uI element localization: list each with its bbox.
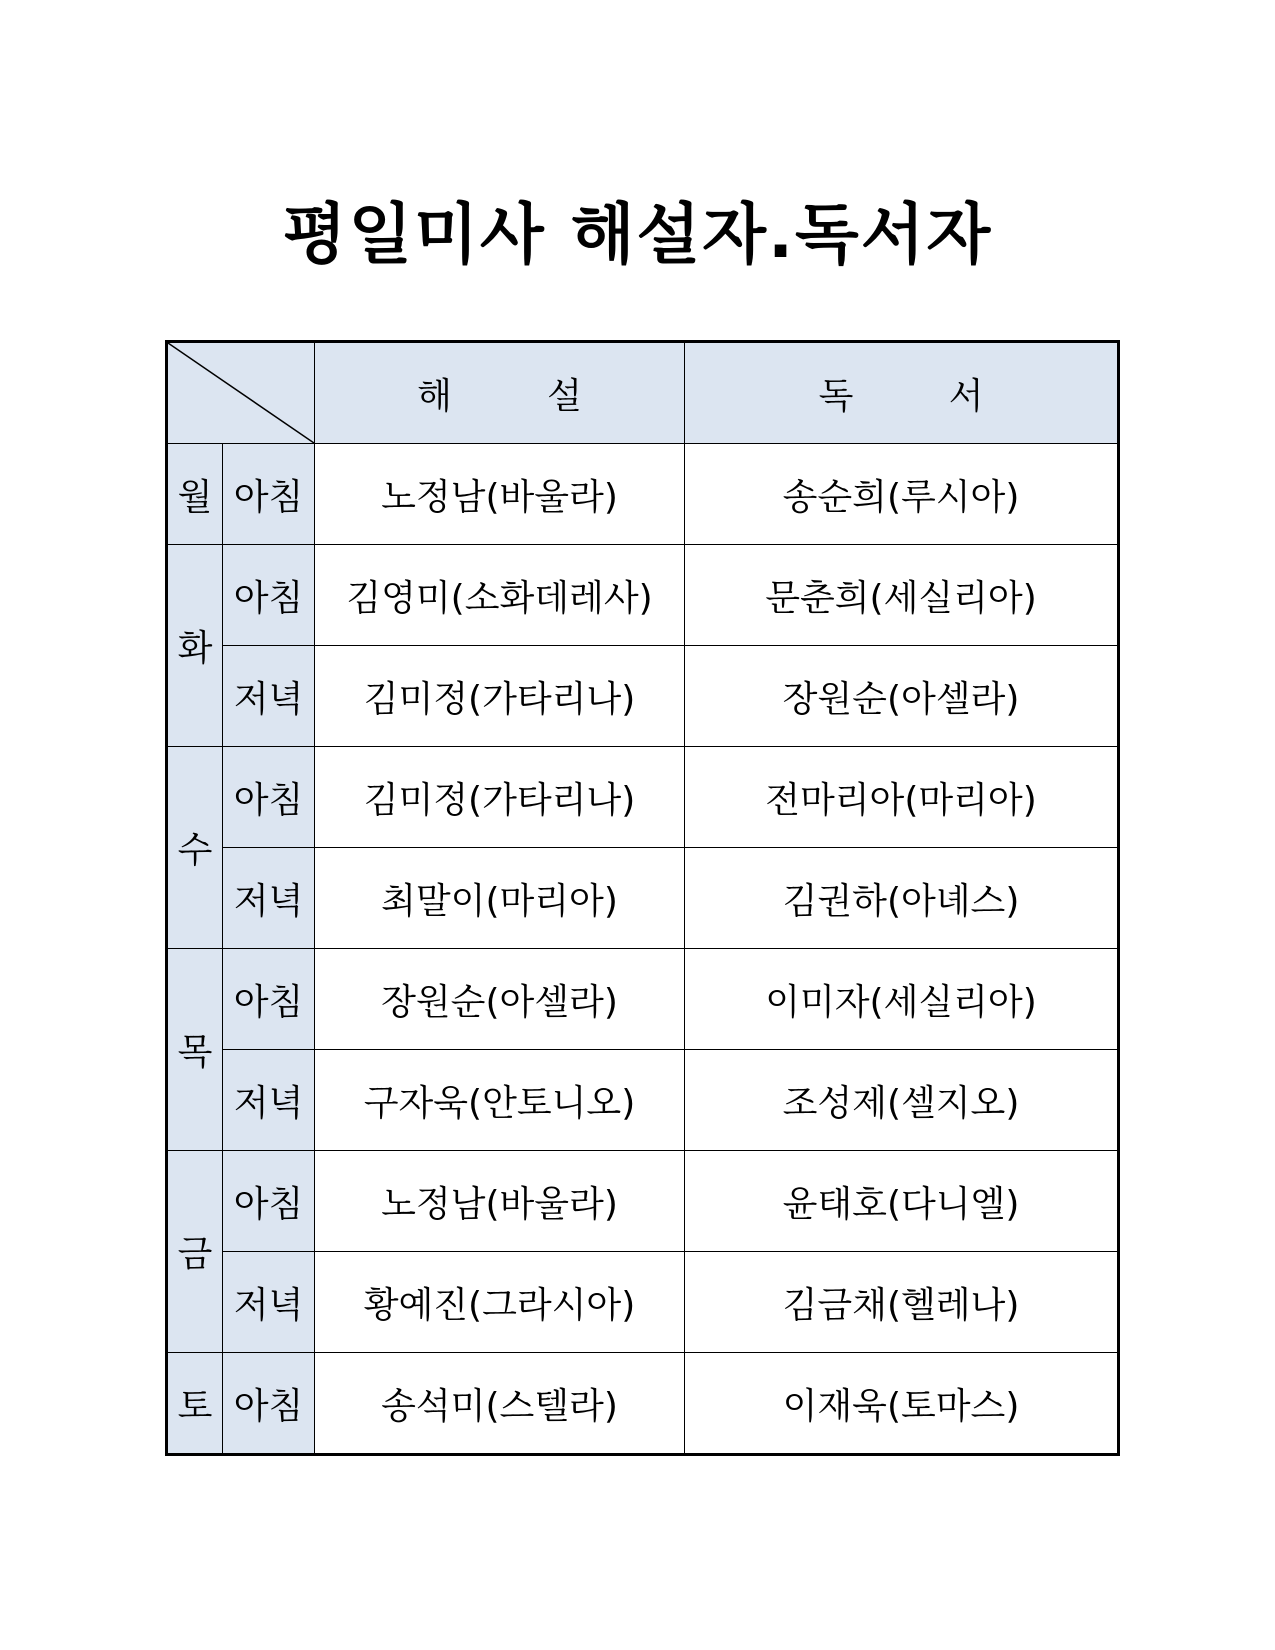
schedule-row [167,848,1119,949]
reader-cell: 윤태호(다니엘) [685,1151,1119,1252]
schedule-row [167,444,1119,545]
schedule-row [167,1151,1119,1252]
time-cell: 아침 [223,747,315,848]
day-cell: 월 [167,444,223,545]
header-row [167,342,1119,444]
reader-cell: 장원순(아셀라) [685,646,1119,747]
commentator-cell: 김미정(가타리나) [315,747,685,848]
reader-cell: 송순희(루시아) [685,444,1119,545]
day-cell: 수 [167,747,223,949]
commentator-cell: 구자욱(안토니오) [315,1050,685,1151]
commentary-header-char: 해 [417,375,452,417]
time-cell: 저녁 [223,1252,315,1353]
schedule-row [167,949,1119,1050]
schedule-row [167,1353,1119,1455]
commentator-cell: 노정남(바울라) [315,1151,685,1252]
diagonal-line [168,343,314,443]
reader-cell: 김금채(헬레나) [685,1252,1119,1353]
reader-cell: 전마리아(마리아) [685,747,1119,848]
time-cell: 저녁 [223,1050,315,1151]
time-cell: 아침 [223,1353,315,1455]
commentator-cell: 송석미(스텔라) [315,1353,685,1455]
reading-header-char: 서 [948,375,984,417]
corner-diagonal-cell [167,342,315,444]
time-cell: 아침 [223,444,315,545]
day-cell: 금 [167,1151,223,1353]
time-cell: 아침 [223,1151,315,1252]
schedule-table [165,340,1120,1456]
day-cell: 화 [167,545,223,747]
reader-cell: 조성제(셀지오) [685,1050,1119,1151]
schedule-row [167,1050,1119,1151]
commentator-cell: 노정남(바울라) [315,444,685,545]
time-cell: 아침 [223,545,315,646]
day-cell: 목 [167,949,223,1151]
reader-cell: 문춘희(세실리아) [685,545,1119,646]
reading-header [685,342,1119,444]
reader-cell: 김권하(아녜스) [685,848,1119,949]
commentator-cell: 황예진(그라시아) [315,1252,685,1353]
commentator-cell: 김영미(소화데레사) [315,545,685,646]
reading-header-char: 독 [818,375,854,417]
commentary-header-char: 설 [547,375,582,417]
schedule-row [167,646,1119,747]
day-cell: 토 [167,1353,223,1455]
commentary-header [315,342,685,444]
schedule-row [167,1252,1119,1353]
time-cell: 아침 [223,949,315,1050]
reader-cell: 이재욱(토마스) [685,1353,1119,1455]
schedule-row [167,545,1119,646]
time-cell: 저녁 [223,848,315,949]
commentator-cell: 장원순(아셀라) [315,949,685,1050]
reader-cell: 이미자(세실리아) [685,949,1119,1050]
commentator-cell: 김미정(가타리나) [315,646,685,747]
page-title: 평일미사 해설자.독서자 [282,196,993,273]
schedule-row [167,747,1119,848]
time-cell: 저녁 [223,646,315,747]
commentator-cell: 최말이(마리아) [315,848,685,949]
